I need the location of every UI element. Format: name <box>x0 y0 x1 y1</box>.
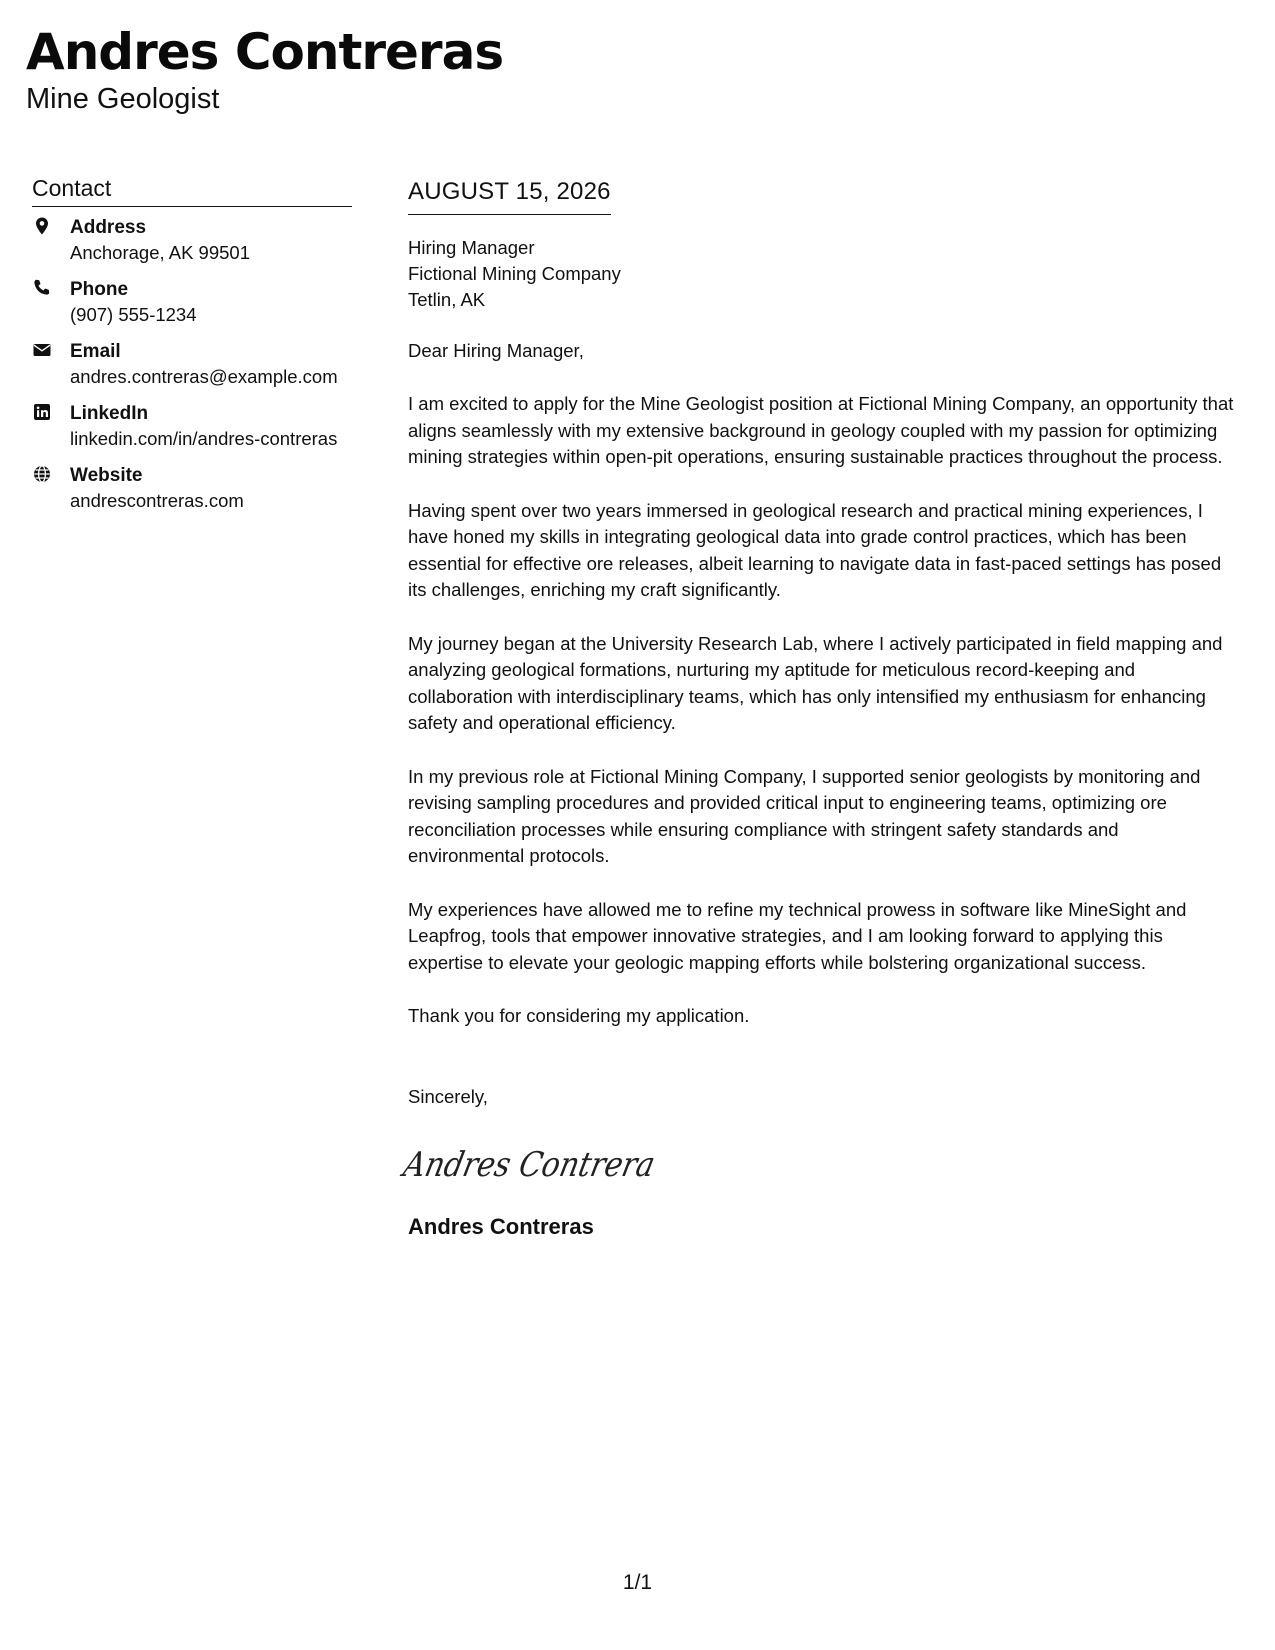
recipient-line: Fictional Mining Company <box>408 263 621 284</box>
contact-item-email <box>32 339 352 389</box>
job-title: Mine Geologist <box>26 83 220 115</box>
recipient-line: Hiring Manager <box>408 237 535 258</box>
handwritten-signature <box>400 1138 1238 1190</box>
closing: Sincerely, <box>408 1085 488 1107</box>
letter-paragraph: Thank you for considering my application. <box>408 1005 750 1026</box>
contact-sidebar <box>32 172 352 525</box>
contact-item-address <box>32 215 352 265</box>
resume-header <box>26 22 503 116</box>
letter-paragraph: In my previous role at Fictional Mining Company, I supported senior geologists by monitoring and revising sampling procedures and provided critical input to engineering teams, optimizing ore reconciliation processes while ensuring compliance with stringent safety standards and environmental protocols. <box>408 765 1201 866</box>
contact-value: Anchorage, AK 99501 <box>70 242 251 263</box>
svg-text:Andres Contrera: Andres Contrera <box>400 1144 697 1185</box>
phone-icon <box>32 278 52 298</box>
page-number: 1/1 <box>622 1571 653 1594</box>
letter-paragraph: My journey began at the University Research Lab, where I actively participated in field mapping and analyzing geological formations, nurturing my aptitude for meticulous record-keeping and collaboration with interdisciplinary teams, which has only intensified my enthusiasm for enhancing safety and operational efficiency. <box>408 632 1223 733</box>
contact-value: andres.contreras@example.com <box>70 366 338 387</box>
applicant-name: Andres Contreras <box>26 23 504 81</box>
contact-item-phone <box>32 277 352 327</box>
contact-item-website <box>32 463 352 513</box>
signature-image <box>400 1138 697 1190</box>
letter-paragraph: Having spent over two years immersed in geological research and practical mining experiences, I have honed my skills in integrating geological data into grade control practices, which has been essential for effective ore releases, albeit learning to navigate data in fast-paced settings has posed its challenges, enriching my craft significantly. <box>408 499 1222 600</box>
contact-value: (907) 555-1234 <box>70 304 197 325</box>
envelope-icon <box>32 340 52 360</box>
contact-label: Address <box>70 217 147 238</box>
letter-date: AUGUST 15, 2026 <box>408 176 611 215</box>
contact-value: linkedin.com/in/andres-contreras <box>70 428 338 449</box>
linkedin-icon <box>32 402 52 422</box>
letter-body <box>400 176 1238 1242</box>
letter-paragraph: I am excited to apply for the Mine Geologist position at Fictional Mining Company, an opportunity that aligns seamlessly with my extensive background in geology coupled with my passion for optimizing mining strategies within open-pit operations, ensuring sustainable practices throughout the process. <box>408 393 1234 467</box>
letter-paragraph: My experiences have allowed me to refine my technical prowess in software like MineSight and Leapfrog, tools that empower innovative strategies, and I am looking forward to applying this expertise to elevate your geologic mapping efforts while bolstering organizational success. <box>408 898 1187 973</box>
contact-label: Phone <box>70 279 129 300</box>
recipient-block <box>408 235 1238 313</box>
contact-value: andrescontreras.com <box>70 490 244 511</box>
salutation: Dear Hiring Manager, <box>408 340 584 361</box>
globe-icon <box>32 464 52 484</box>
location-pin-icon <box>32 216 52 236</box>
contact-item-linkedin <box>32 401 352 451</box>
signer-name: Andres Contreras <box>408 1213 594 1239</box>
contact-heading: Contact <box>32 172 352 207</box>
contact-label: Email <box>70 341 121 362</box>
recipient-line: Tetlin, AK <box>408 289 486 310</box>
contact-label: LinkedIn <box>70 403 149 424</box>
contact-label: Website <box>70 465 143 486</box>
